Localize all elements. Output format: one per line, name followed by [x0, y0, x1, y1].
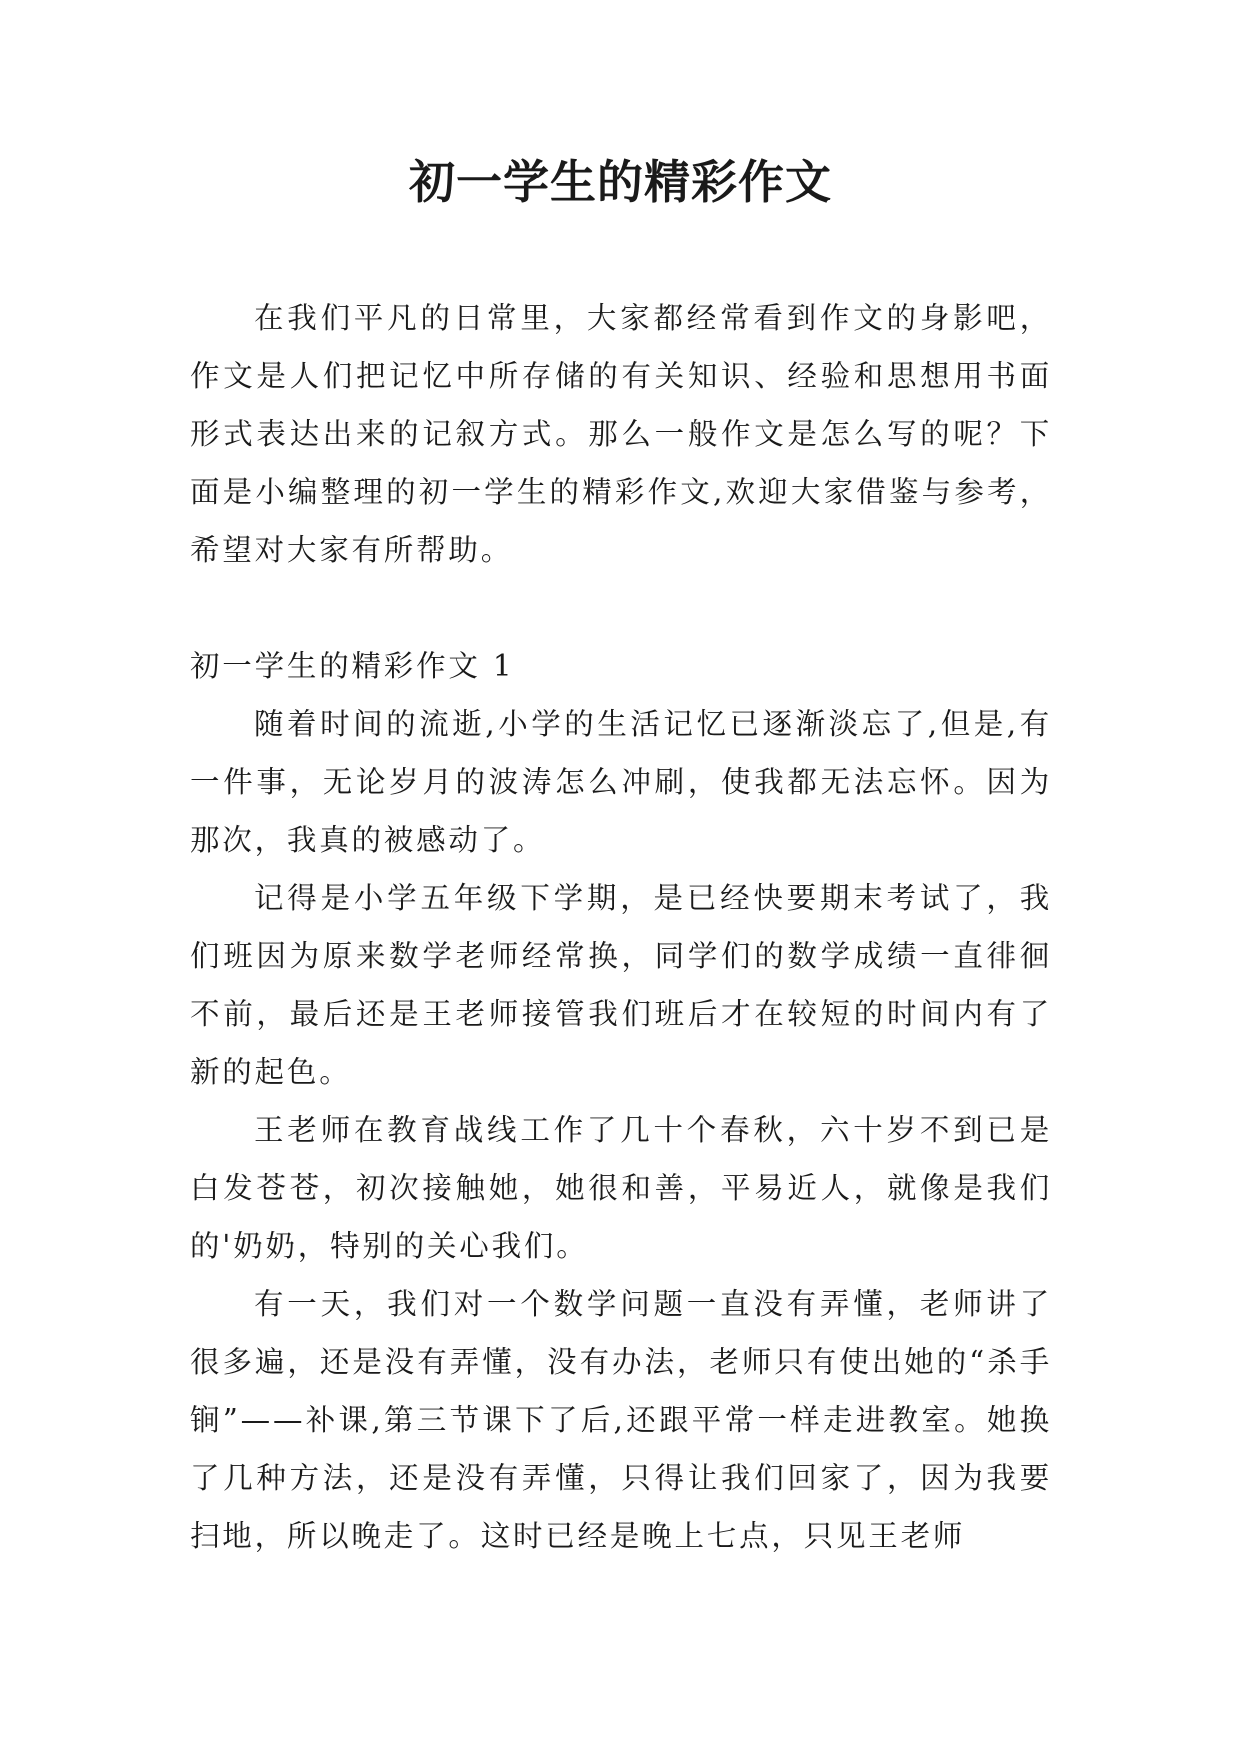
- document-title: 初一学生的精彩作文: [409, 155, 832, 209]
- section-heading: 初一学生的精彩作文 1: [190, 649, 515, 683]
- intro-paragraph: 在我们平凡的日常里，大家都经常看到作文的身影吧，作文是人们把记忆中所存储的有关知识、经验和思想用书面形式表达出来的记叙方式。那么一般作文是怎么写的呢？下面是小编整理的初一学生的精彩作文,欢迎大家借鉴与参考，希望对大家有所帮助。: [190, 301, 1052, 567]
- document-body: [190, 289, 1052, 1565]
- body-paragraph-2: 记得是小学五年级下学期，是已经快要期末考试了，我们班因为原来数学老师经常换，同学们的数学成绩一直徘徊不前，最后还是王老师接管我们班后才在较短的时间内有了新的起色。: [190, 881, 1052, 1089]
- body-paragraph-3: 王老师在教育战线工作了几十个春秋，六十岁不到已是白发苍苍，初次接触她，她很和善，平易近人，就像是我们的'奶奶，特别的关心我们。: [190, 1113, 1052, 1263]
- body-paragraph-4: 有一天，我们对一个数学问题一直没有弄懂，老师讲了很多遍，还是没有弄懂，没有办法，老师只有使出她的“杀手锏”——补课,第三节课下了后,还跟平常一样走进教室。她换了几种方法，还是没有弄懂，只得让我们回家了，因为我要扫地，所以晚走了。这时已经是晚上七点，只见王老师: [190, 1287, 1052, 1553]
- body-paragraph-1: 随着时间的流逝,小学的生活记忆已逐渐淡忘了,但是,有一件事，无论岁月的波涛怎么冲刷，使我都无法忘怀。因为那次，我真的被感动了。: [190, 707, 1052, 857]
